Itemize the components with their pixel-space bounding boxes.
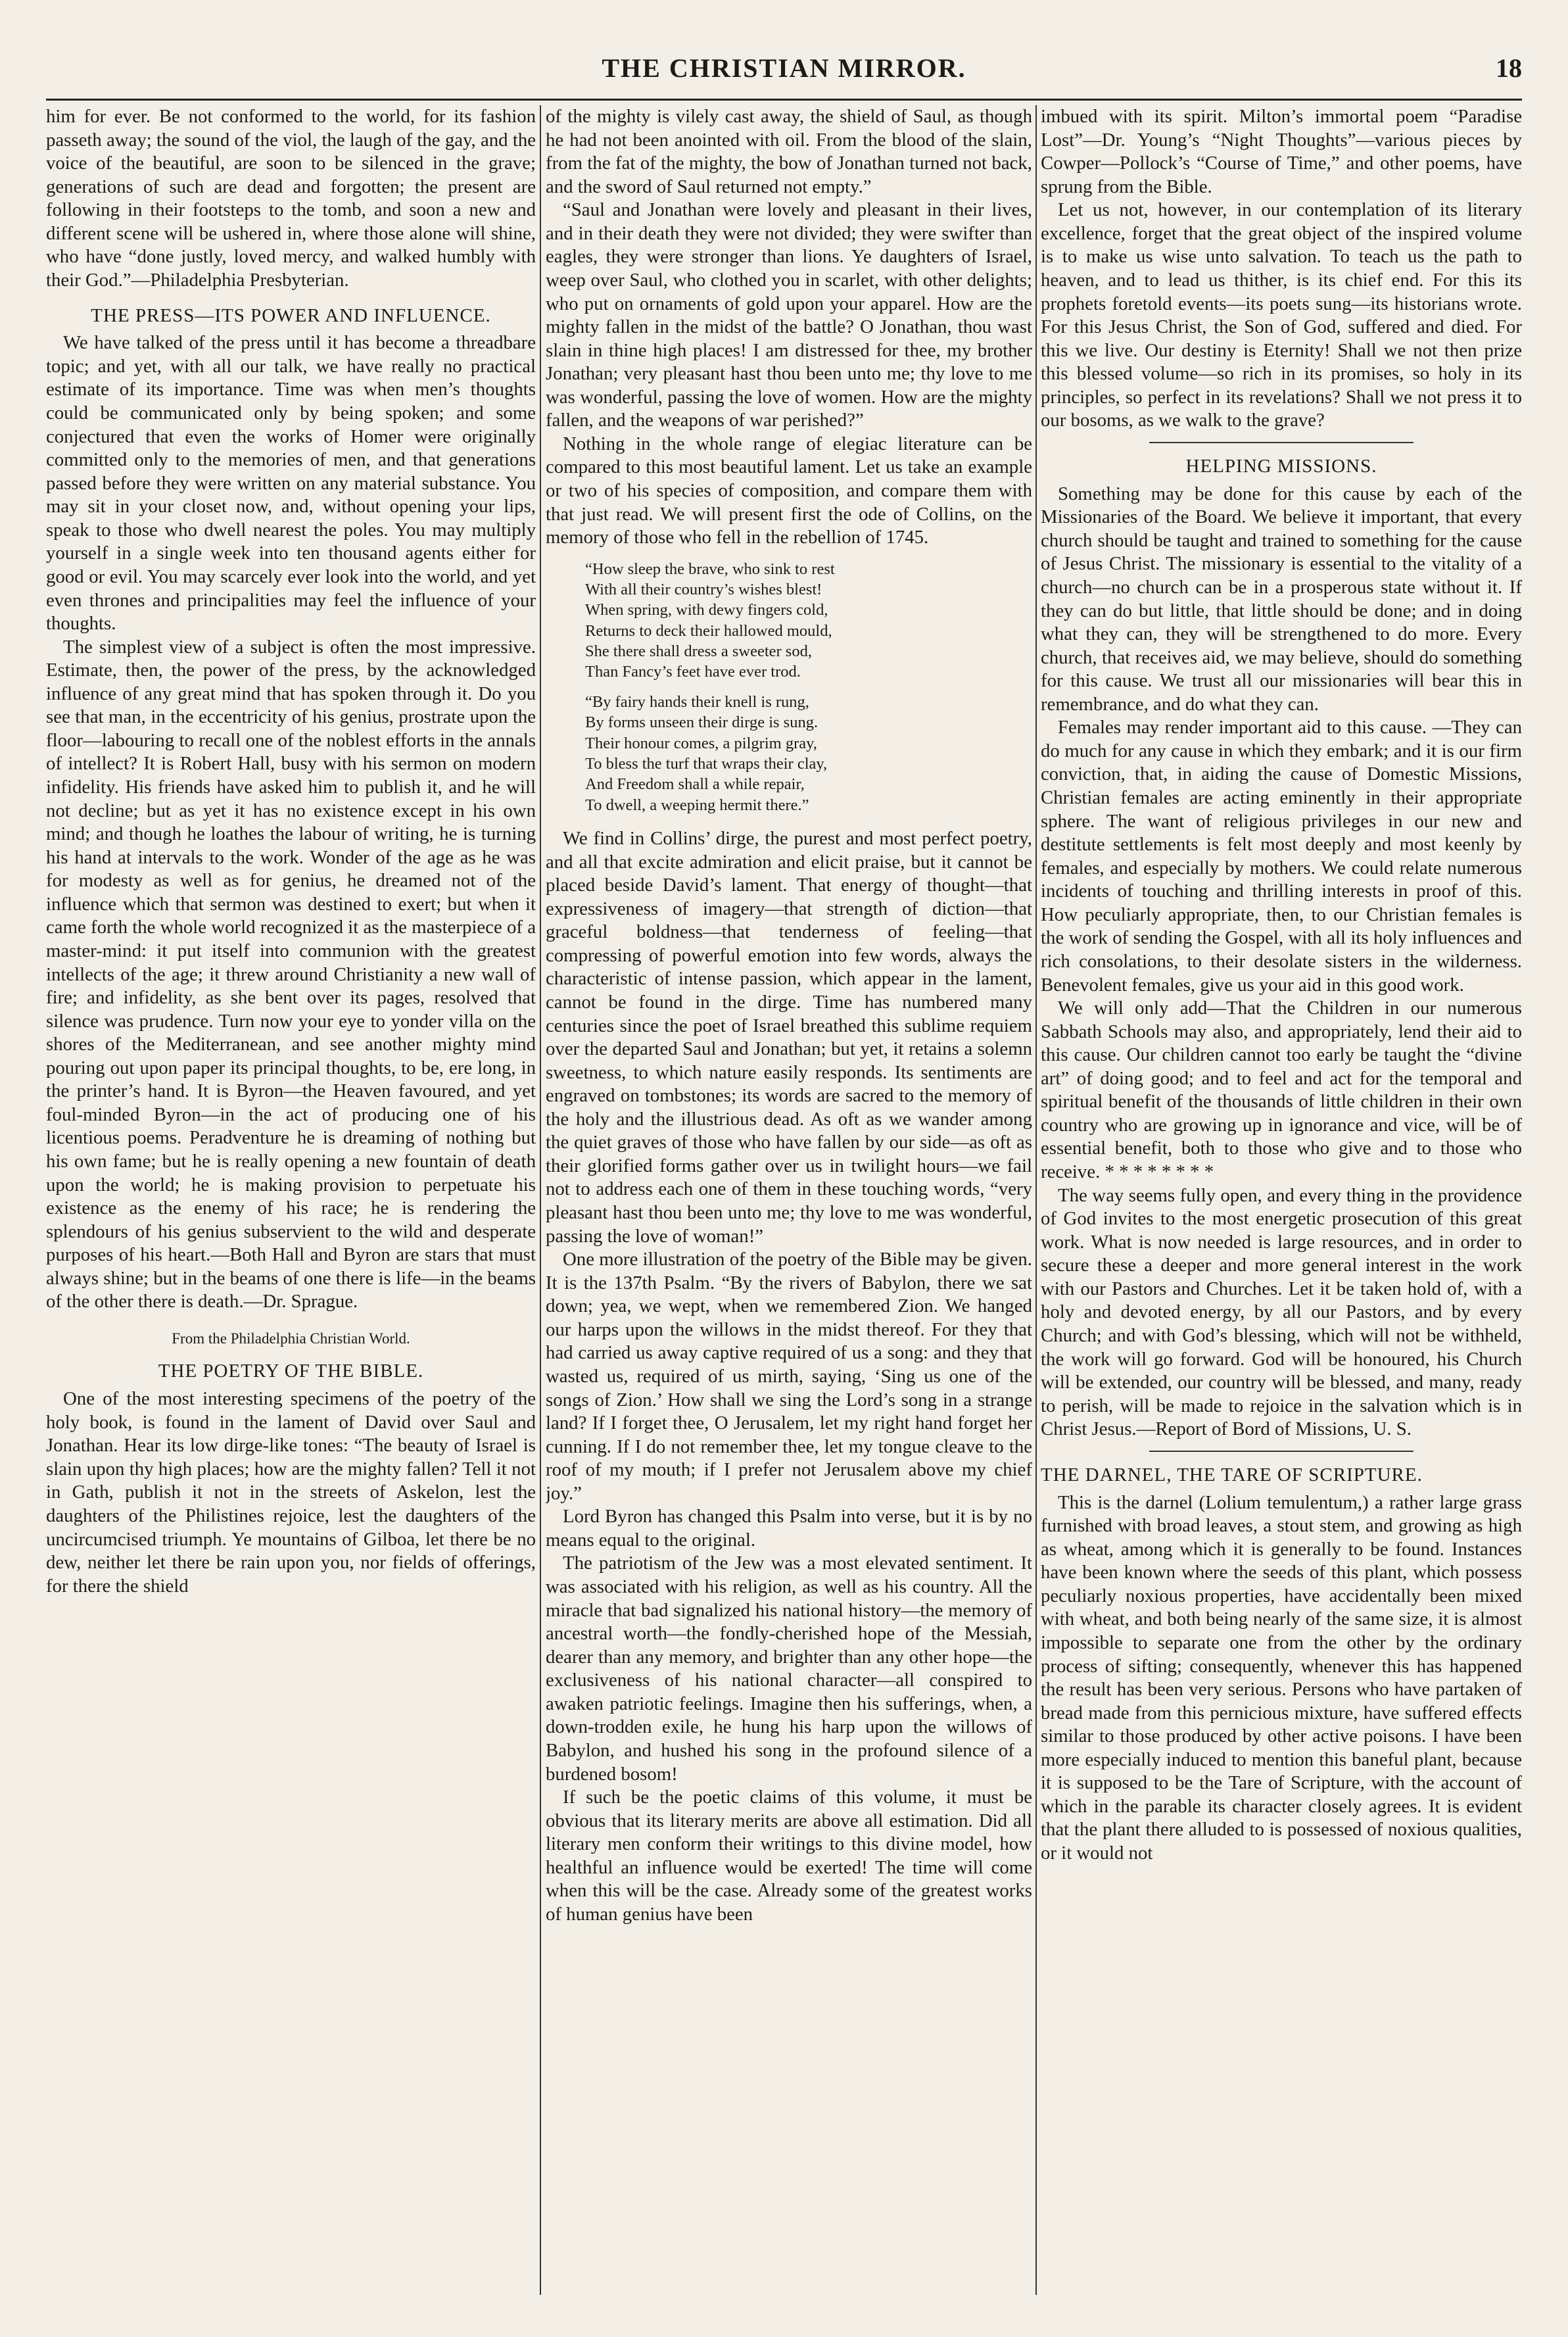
poetry-paragraph-3: “Saul and Jonathan were lovely and pleasant in their lives, and in their death they were not divided; they were swifter than eagles, they were stronger than lions. Ye daughters of Israel, weep over Saul, who clothed you in scarlet, with other delights; who put on ornaments of gold upon your apparel. How are the mighty fallen in the midst of the battle? O Jonathan, thou wast slain in thine high places! I am distressed for thee, my brother Jonathan; very pleasant hast thou been unto me; thy love to me was wonderful, passing the love of women. How are the mighty fallen, and the weapons of war perished?” (546, 199, 1032, 431)
missions-paragraph-4: The way seems fully open, and every thing in the providence of God invites to the most energetic prosecution of this great work. What is now needed is large resources, and in order to secure these a deeper and more general interest in the work with our Pastors and Churches. Let it be taken hold of, with a holy and devoted energy, by all our Pastors, and by every Church; and with God’s blessing, which will not be withheld, the work will go forward. God will be honoured, his Church will be extended, our country will be blessed, and many, ready to perish, will be made to rejoice in the salvation which is in Christ Jesus.—Report of Bord of Missions, U. S. (1041, 1184, 1522, 1440)
section-rule (1149, 1451, 1414, 1452)
poetry-paragraph-1: One of the most interesting specimens of the poetry of the holy book, is found in the lament of David over Saul and Jonathan. Hear its low dirge-like tones: “The beauty of Israel is slain upon thy high places; how are the mighty fallen? Tell it not in Gath, publish it not in the streets of Askelon, lest the daughters of the Philistines rejoice, lest the daughters of the uncircumcised triumph. Ye mountains of Gilboa, let there be no dew, neither let there be rain upon you, nor fields of offerings, for there the shield (46, 1388, 536, 1597)
poetry-paragraph-7: Lord Byron has changed this Psalm into verse, but it is by no means equal to the original. (546, 1506, 1032, 1551)
press-heading: THE PRESS—ITS POWER AND INFLUENCE. (91, 304, 491, 326)
page-header (46, 46, 1522, 97)
running-title: THE CHRISTIAN MIRROR. (602, 53, 966, 83)
poem-stanza-1 (585, 559, 1032, 683)
poem-line: With all their country’s wishes blest! (585, 581, 822, 599)
poem-line: Than Fancy’s feet have ever trod. (585, 663, 801, 681)
column-divider-2 (1035, 105, 1037, 2295)
missions-paragraph-2: Females may render important aid to this cause. —They can do much for any cause in which they embark; and it is our firm conviction, that, in aiding the cause of Domestic Missions, Christian females are acting eminently in their appropriate sphere. The want of religious privileges in our new and destitute settlements is felt most deeply and most keenly by females, and especially by mothers. We could relate numerous incidents of touching and thrilling interests in proof of this. How peculiarly appropriate, then, to our Christian females is the work of sending the Gospel, with all its holy influences and rich consolations, to their desolate sisters in the wilderness. Benevolent females, give us your aid in this good work. (1041, 717, 1522, 996)
poem-line: Their honour comes, a pilgrim gray, (585, 734, 817, 752)
poem-stanza-2 (585, 692, 1032, 815)
poem-line: “How sleep the brave, who sink to rest (585, 560, 835, 578)
poetry-paragraph-8: The patriotism of the Jew was a most elevated sentiment. It was associated with his religion, as well as his country. All the miracle that bad signalized his national history—the memory of ancestral worth—the fondly-cherished hope of the Messiah, dearer than any memory, and brighter than any other hope—the exclusiveness of his national character—all conspired to awaken patriotic feelings. Imagine then his sufferings, when, a down-trodden exile, he hung his harp upon the willows of Babylon, and hushed his song in the profound silence of a burdened bosom! (546, 1553, 1032, 1785)
column-3 (1041, 105, 1522, 2295)
column-2 (546, 105, 1032, 2295)
poetry-paragraph-11: Let us not, however, in our contemplation of its literary excellence, forget that the great object of the inspired volume is to make us wise unto salvation. To teach us the path to heaven, and to lead us thither, is its chief end. For this its prophets foretold events—its poets sung—its historians wrote. For this Jesus Christ, the Son of God, suffered and died. For this we live. Our destiny is Eternity! Shall we not then prize this blessed volume—so rich in its promises, so holy in its principles, so perfect in its revelations? Shall we not press it to our bosoms, as we walk to the grave? (1041, 199, 1522, 431)
poem-line: By forms unseen their dirge is sung. (585, 713, 819, 732)
source-line: From the Philadelphia Christian World. (172, 1330, 410, 1347)
poem-line: To dwell, a weeping hermit there.” (585, 796, 809, 814)
missions-paragraph-1: Something may be done for this cause by each of the Missionaries of the Board. We believe it important, that every church should be taught and trained to something for the cause of Jesus Christ. The missionary is essential to the vitality of a church—no church can be in a prosperous state without it. If they can do but little, that little should be done; and in doing what they can, they will be strengthened to do more. Every church, that receives aid, we may believe, should do something for this cause. We trust all our missionaries will bear this in remembrance, and do what they can. (1041, 483, 1522, 715)
section-rule (1149, 442, 1414, 443)
poem-line: Returns to deck their hallowed mould, (585, 621, 832, 640)
darnel-heading: THE DARNEL, THE TARE OF SCRIPTURE. (1041, 1464, 1423, 1485)
poetry-paragraph-9: If such be the poetic claims of this volume, it must be obvious that its literary merits are above all estimation. Did all literary men conform their writings to this divine model, how healthful an influence would be exerted! The time will come when this will be the case. Already some of the greatest works of human genius have been (546, 1787, 1032, 1925)
press-paragraph-1: We have talked of the press until it has become a threadbare topic; and yet, with all our talk, we have really no practical estimate of its importance. Time was when men’s thoughts could be communicated only by being spoken; and some conjectured that even the works of Homer were originally committed only to the memories of men, and that generations passed before they were written on any material substance. You may sit in your closet now, and, without opening your lips, speak to those who dwell nearest the poles. You may multiply yourself in a single week into ten thousand agents either for good or evil. You may scarcely ever look into the world, and yet even thrones and principalities may feel the influence of your thoughts. (46, 332, 536, 635)
poetry-paragraph-6: One more illustration of the poetry of the Bible may be given. It is the 137th Psalm. “By the rivers of Babylon, there we sat down; yea, we wept, when we remembered Zion. We hanged our harps upon the willows in the midst thereof. For they that had carried us away captive required of us a song: and they that wasted us, required of us mirth, saying, ‘Sing us one of the songs of Zion.’ How shall we sing the Lord’s song in a strange land? If I forget thee, O Jerusalem, let my right hand forget her cunning. If I do not remember thee, let my tongue cleave to the roof of my mouth; if I prefer not Jerusalem above my chief joy.” (546, 1249, 1032, 1504)
poetry-heading: THE POETRY OF THE BIBLE. (158, 1361, 424, 1382)
poem-line: She there shall dress a sweeter sod, (585, 642, 812, 661)
page-number: 18 (1496, 53, 1522, 83)
column-divider-1 (540, 105, 541, 2295)
poem-line: “By fairy hands their knell is rung, (585, 692, 809, 711)
missions-paragraph-3: We will only add—That the Children in our numerous Sabbath Schools may also, and appropriately, lend their aid to this cause. Our children cannot too early be taught the “divine art” of doing good; and to feel and act for the temporal and spiritual benefit of the thousands of little children in their own country who are growing up in ignorance and vice, will be of essential benefit, both to those who give and to those who receive. * * * * * * * * (1041, 998, 1522, 1182)
poetry-paragraph-4: Nothing in the whole range of elegiac literature can be compared to this most beautiful lament. Let us take an example or two of his species of composition, and compare them with that just read. We will present first the ode of Collins, on the memory of those who fell in the rebellion of 1745. (546, 433, 1032, 548)
poetry-paragraph-10: imbued with its spirit. Milton’s immortal poem “Paradise Lost”—Dr. Young’s “Night Thoughts”—various pieces by Cowper—Pollock’s “Course of Time,” and other poems, have sprung from the Bible. (1041, 106, 1522, 197)
header-rule (46, 99, 1522, 101)
poetry-paragraph-5: We find in Collins’ dirge, the purest and most perfect poetry, and all that excite admiration and elicit praise, but it cannot be placed beside David’s lament. That energy of thought—that expressiveness of imagery—that strength of diction—that graceful boldness—that tenderness of feeling—that compressing of powerful emotion into few words, always the characteristic of intense passion, which appear in the lament, cannot be found in the dirge. Time has numbered many centuries since the poet of Israel breathed this sublime requiem over the departed Saul and Jonathan; but yet, it retains a solemn sweetness, to which nature easily responds. Its sentiments are engraved on tombstones; its words are sacred to the memory of the holy and the illustrious dead. As oft as we wander among the quiet graves of those who have fallen by our side—as oft as their glorified forms gather over us in twilight hours—we fail not to address each one of them in these touching words, “very pleasant hast thou been unto me; thy love to me was wonderful, passing the love of woman!” (546, 828, 1032, 1247)
collins-ode (585, 559, 1032, 815)
article-continuation: him for ever. Be not conformed to the world, for its fashion passeth away; the sound of the viol, the laugh of the gay, and the voice of the beautiful, are soon to be silenced in the grave; generations of such are dead and forgotten; the present are following in their footsteps to the tomb, and soon a new and different scene will be ushered in, where those alone will shine, who have “done justly, loved mercy, and walked humbly with their God.”—Philadelphia Presbyterian. (46, 106, 536, 291)
poem-line: And Freedom shall a while repair, (585, 775, 805, 794)
darnel-paragraph-1: This is the darnel (Lolium temulentum,) a rather large grass furnished with broad leaves, a stout stem, and growing as high as wheat, among which it is generally to be found. Instances have been known where the seeds of this plant, which possess peculiarly noxious properties, have accidentally been mixed with wheat, and both being nearly of the same size, it is almost impossible to separate one from the other by the ordinary process of sifting; consequently, whenever this has happened the result has been very serious. Persons who have partaken of bread made from this pernicious mixture, have suffered effects similar to those produced by other active poisons. I have been more especially induced to mention this baneful plant, because it is supposed to be the Tare of Scripture, with the account of which in the parable its character closely agrees. It is evident that the plant there alluded to is possessed of noxious qualities, or it would not (1041, 1491, 1522, 1864)
poem-line: To bless the turf that wraps their clay, (585, 754, 828, 773)
poem-line: When spring, with dewy fingers cold, (585, 601, 828, 619)
poetry-paragraph-2: of the mighty is vilely cast away, the shield of Saul, as though he had not been anointed with oil. From the blood of the slain, from the fat of the mighty, the bow of Jonathan turned not back, and the sword of Saul returned not empty.” (546, 106, 1032, 197)
missions-heading: HELPING MISSIONS. (1185, 455, 1377, 477)
press-paragraph-2: The simplest view of a subject is often the most impressive. Estimate, then, the power of the press, by the acknowledged influence of any great mind that has spoken through it. Do you see that man, in the eccentricity of his genius, prostrate upon the floor—labouring to recall one of the noblest efforts in the annals of intellect? It is Robert Hall, busy with his sermon on modern infidelity. His friends have asked him to publish it, and he will not decline; but as yet it has no existence except in his own mind; and though he loathes the labour of writing, he is turning his hand at intervals to the work. Wonder of the age as he was for modesty as well as for genius, he dreamed not of the influence which that sermon was destined to exert; but when it came forth the whole world recognized it as the masterpiece of a master-mind: it put itself into communion with the greatest intellects of the age; it threw around Christianity a new wall of fire; and infidelity, as she bent over its pages, resolved that silence was prudence. Turn now your eye to yonder villa on the shores of the Mediterranean, and see another mighty mind pouring out upon paper its principal thoughts, to be, ere long, in the printer’s hand. It is Byron—the Heaven favoured, and yet foul-minded Byron—in the act of producing one of his licentious poems. Peradventure he is dreaming of nothing but his own fame; but he is really opening a new fountain of death upon the world; he is making provision to perpetuate his existence as the enemy of his race; he is rendering the splendours of his genius subservient to the wild and desperate purposes of his heart.—Both Hall and Byron are stars that must always shine; but in the beams of one there is life—in the beams of the other there is death.—Dr. Sprague. (46, 636, 536, 1313)
column-1 (46, 105, 536, 2295)
